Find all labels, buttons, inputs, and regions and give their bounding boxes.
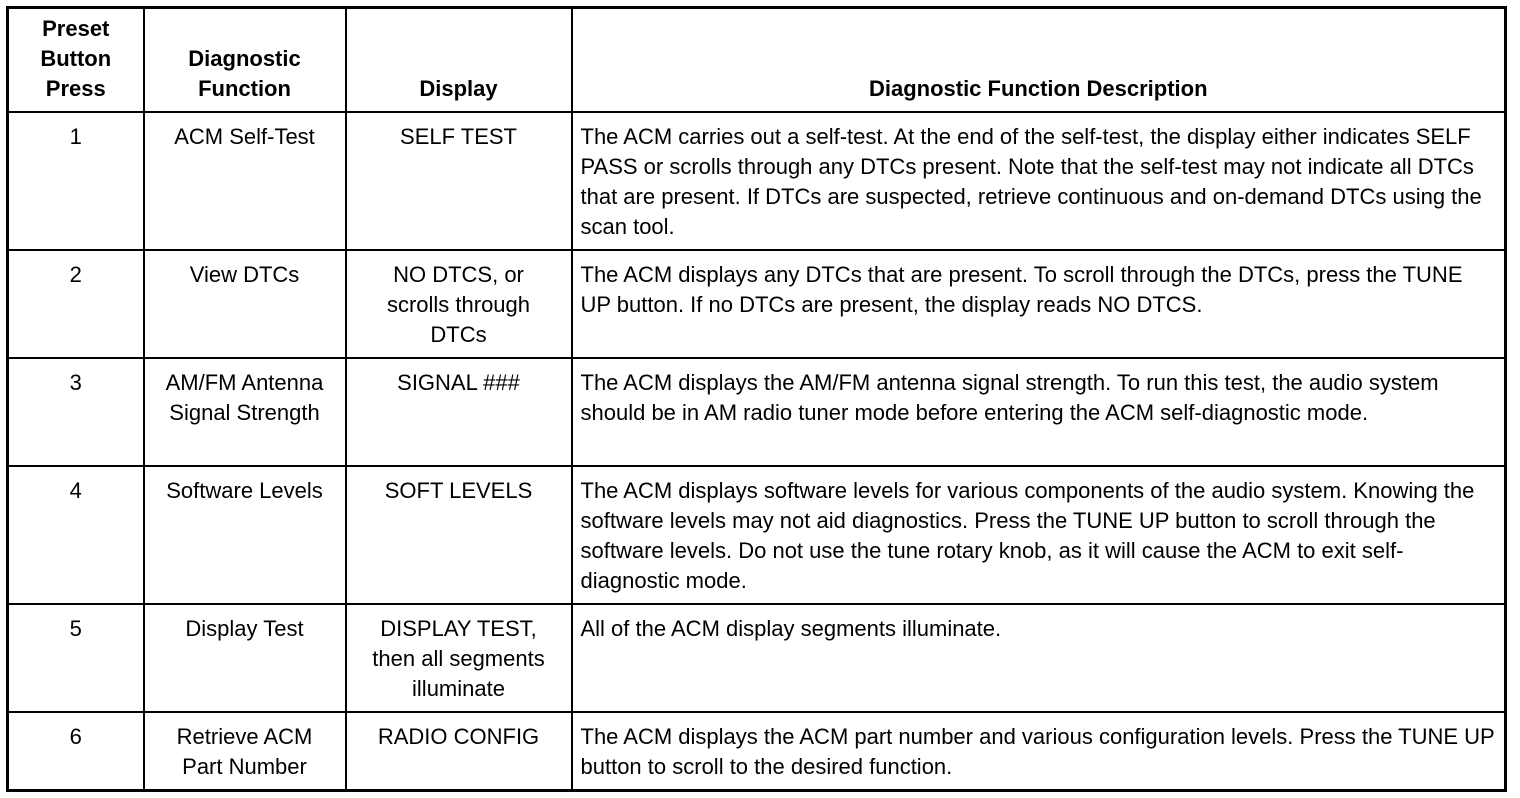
cell-press: 6 xyxy=(8,712,144,790)
cell-description: The ACM displays any DTCs that are present. To scroll through the DTCs, press the TUNE UP button. If no DTCs are present, the display reads NO DTCS. xyxy=(572,250,1506,358)
cell-function: View DTCs xyxy=(144,250,346,358)
table-row xyxy=(8,466,1506,604)
cell-function: Retrieve ACM Part Number xyxy=(144,712,346,790)
cell-press: 5 xyxy=(8,604,144,712)
header-diagnostic-function: Diagnostic Function xyxy=(144,8,346,113)
cell-display: SOFT LEVELS xyxy=(346,466,572,604)
header-preset-button-press: Preset Button Press xyxy=(8,8,144,113)
cell-description: The ACM displays software levels for various components of the audio system. Knowing the software levels may not aid diagnostics. Press the TUNE UP button to scroll through the software levels. Do not use the tune rotary knob, as it will cause the ACM to exit self-diagnostic mode. xyxy=(572,466,1506,604)
table-row xyxy=(8,112,1506,250)
cell-function: Display Test xyxy=(144,604,346,712)
cell-display: DISPLAY TEST, then all segments illuminate xyxy=(346,604,572,712)
diagnostic-function-table xyxy=(6,6,1507,792)
cell-press: 2 xyxy=(8,250,144,358)
table-header-row xyxy=(8,8,1506,113)
table-row xyxy=(8,250,1506,358)
table-row xyxy=(8,712,1506,790)
header-display: Display xyxy=(346,8,572,113)
cell-press: 3 xyxy=(8,358,144,466)
cell-function: AM/FM Antenna Signal Strength xyxy=(144,358,346,466)
cell-press: 4 xyxy=(8,466,144,604)
cell-display: SIGNAL ### xyxy=(346,358,572,466)
cell-function: ACM Self-Test xyxy=(144,112,346,250)
cell-display: RADIO CONFIG xyxy=(346,712,572,790)
table-row xyxy=(8,358,1506,466)
cell-display: SELF TEST xyxy=(346,112,572,250)
cell-display: NO DTCS, or scrolls through DTCs xyxy=(346,250,572,358)
header-diagnostic-function-description: Diagnostic Function Description xyxy=(572,8,1506,113)
cell-description: The ACM carries out a self-test. At the end of the self-test, the display either indicates SELF PASS or scrolls through any DTCs present. Note that the self-test may not indicate all DTCs that are present. If DTCs are suspected, retrieve continuous and on-demand DTCs using the scan tool. xyxy=(572,112,1506,250)
cell-description: The ACM displays the ACM part number and various configuration levels. Press the TUNE UP button to scroll to the desired function. xyxy=(572,712,1506,790)
table-row xyxy=(8,604,1506,712)
cell-description: All of the ACM display segments illuminate. xyxy=(572,604,1506,712)
cell-press: 1 xyxy=(8,112,144,250)
cell-function: Software Levels xyxy=(144,466,346,604)
cell-description: The ACM displays the AM/FM antenna signal strength. To run this test, the audio system should be in AM radio tuner mode before entering the ACM self-diagnostic mode. xyxy=(572,358,1506,466)
